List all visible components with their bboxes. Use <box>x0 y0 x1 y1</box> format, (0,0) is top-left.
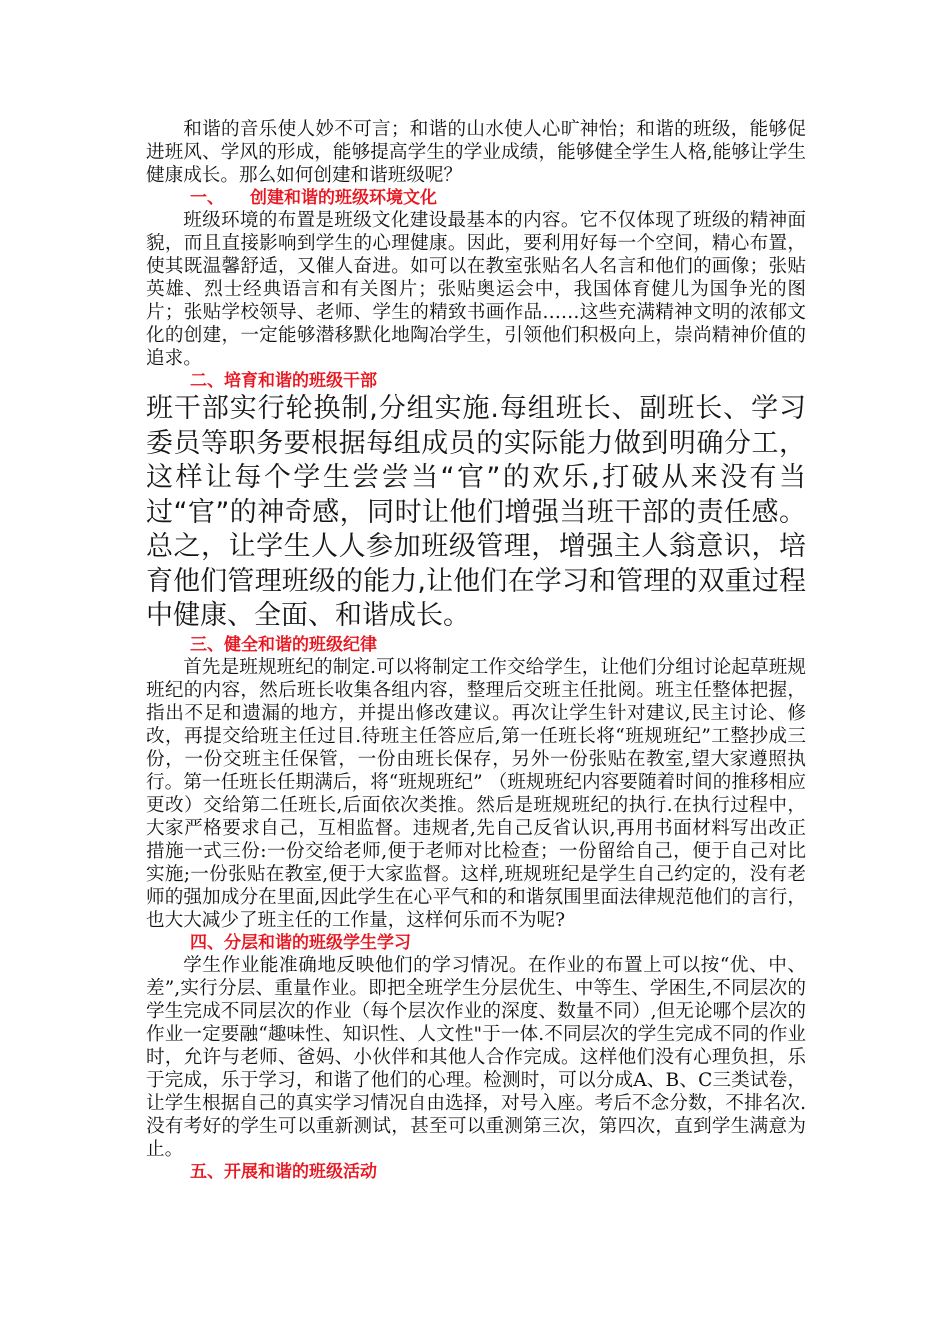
intro-paragraph: 和谐的音乐使人妙不可言；和谐的山水使人心旷神怡；和谐的班级，能够促进班风、学风的形成，能够提高学生的学业成绩，能够健全学生人格,能够让学生健康成长。那么如何创建和谐班级呢？ <box>146 119 806 186</box>
section-3-paragraph: 首先是班规班纪的制定.可以将制定工作交给学生，让他们分组讨论起草班规班纪的内容，然后班长收集各组内容，整理后交班主任批阅。班主任整体把握，指出不足和遗漏的地方，并提出修改建议。再次让学生针对建议,民主讨论、修改，再提交给班主任过目.待班主任答应后,第一任班长将“班规班纪”工整抄成三份，一份交班主任保管，一份由班长保存，另外一份张贴在教室,望大家遵照执行。第一任班长任期满后，将“班规班纪” （班规班纪内容要随着时间的推移相应更改）交给第二任班长,后面依次类推。然后是班规班纪的执行.在执行过程中，大家严格要求自己，互相监督。违规者,先自己反省认识,再用书面材料写出改正措施一式三份:一份交给老师,便于老师对比检查；一份留给自己，便于自己对比实施;一份张贴在教室,便于大家监督。这样,班规班纪是学生自己约定的，没有老师的强加成分在里面,因此学生在心平气和的和谐氛围里面法律规范他们的言行，也大大减少了班主任的工作量，这样何乐而不为呢? <box>146 656 806 931</box>
section-heading-3: 三、健全和谐的班级纪律 <box>190 634 377 655</box>
section-heading-2: 二、培育和谐的班级干部 <box>190 371 377 391</box>
section-heading-4: 四、分层和谐的班级学生学习 <box>190 932 411 953</box>
section-1-paragraph: 班级环境的布置是班级文化建设最基本的内容。它不仅体现了班级的精神面貌，而且直接影响到学生的心理健康。因此，要利用好每一个空间，精心布置，使其既温馨舒适，又催人奋进。如可以在教室张贴名人名言和他们的画像；张贴英雄、烈士经典语言和有关图片；张贴奥运会中，我国体育健儿为国争光的图片；张贴学校领导、老师、学生的精致书画作品……这些充满精神文明的浓郁文化的创建，一定能够潜移默化地陶冶学生，引领他们积极向上，崇尚精神价值的追求。 <box>146 210 806 369</box>
section-4-paragraph: 学生作业能准确地反映他们的学习情况。在作业的布置上可以按“优、中、差”,实行分层、重量作业。即把全班学生分层优生、中等生、学困生,不同层次的学生完成不同层次的作业（每个层次作业的深度、数量不同）,但无论哪个层次的作业一定要融“趣味性、知识性、人文性"于一体.不同层次的学生完成不同的作业时，允许与老师、爸妈、小伙伴和其他人合作完成。这样他们没有心理负担，乐于完成，乐于学习，和谐了他们的心理。检测时，可以分成A、B、C三类试卷，让学生根据自己的真实学习情况自由选择，对号入座。考后不念分数，不排名次.没有考好的学生可以重新测试，甚至可以重测第三次，第四次，直到学生满意为止。 <box>146 954 806 1160</box>
document-page <box>146 118 806 1183</box>
section-heading-5: 五、开展和谐的班级活动 <box>190 1161 377 1182</box>
section-heading-1-text: 创建和谐的班级环境文化 <box>250 188 437 208</box>
section-heading-1 <box>146 187 806 209</box>
section-heading-1-number: 一、 <box>190 188 224 208</box>
section-2-paragraph: 班干部实行轮换制,分组实施.每组班长、副班长、学习委员等职务要根据每组成员的实际能力做到明确分工，这样让每个学生尝尝当“官”的欢乐,打破从来没有当过“官”的神奇感，同时让他们增强当班干部的责任感。总之，让学生人人参加班级管理，增强主人翁意识，培育他们管理班级的能力,让他们在学习和管理的双重过程中健康、全面、和谐成长。 <box>146 393 806 631</box>
